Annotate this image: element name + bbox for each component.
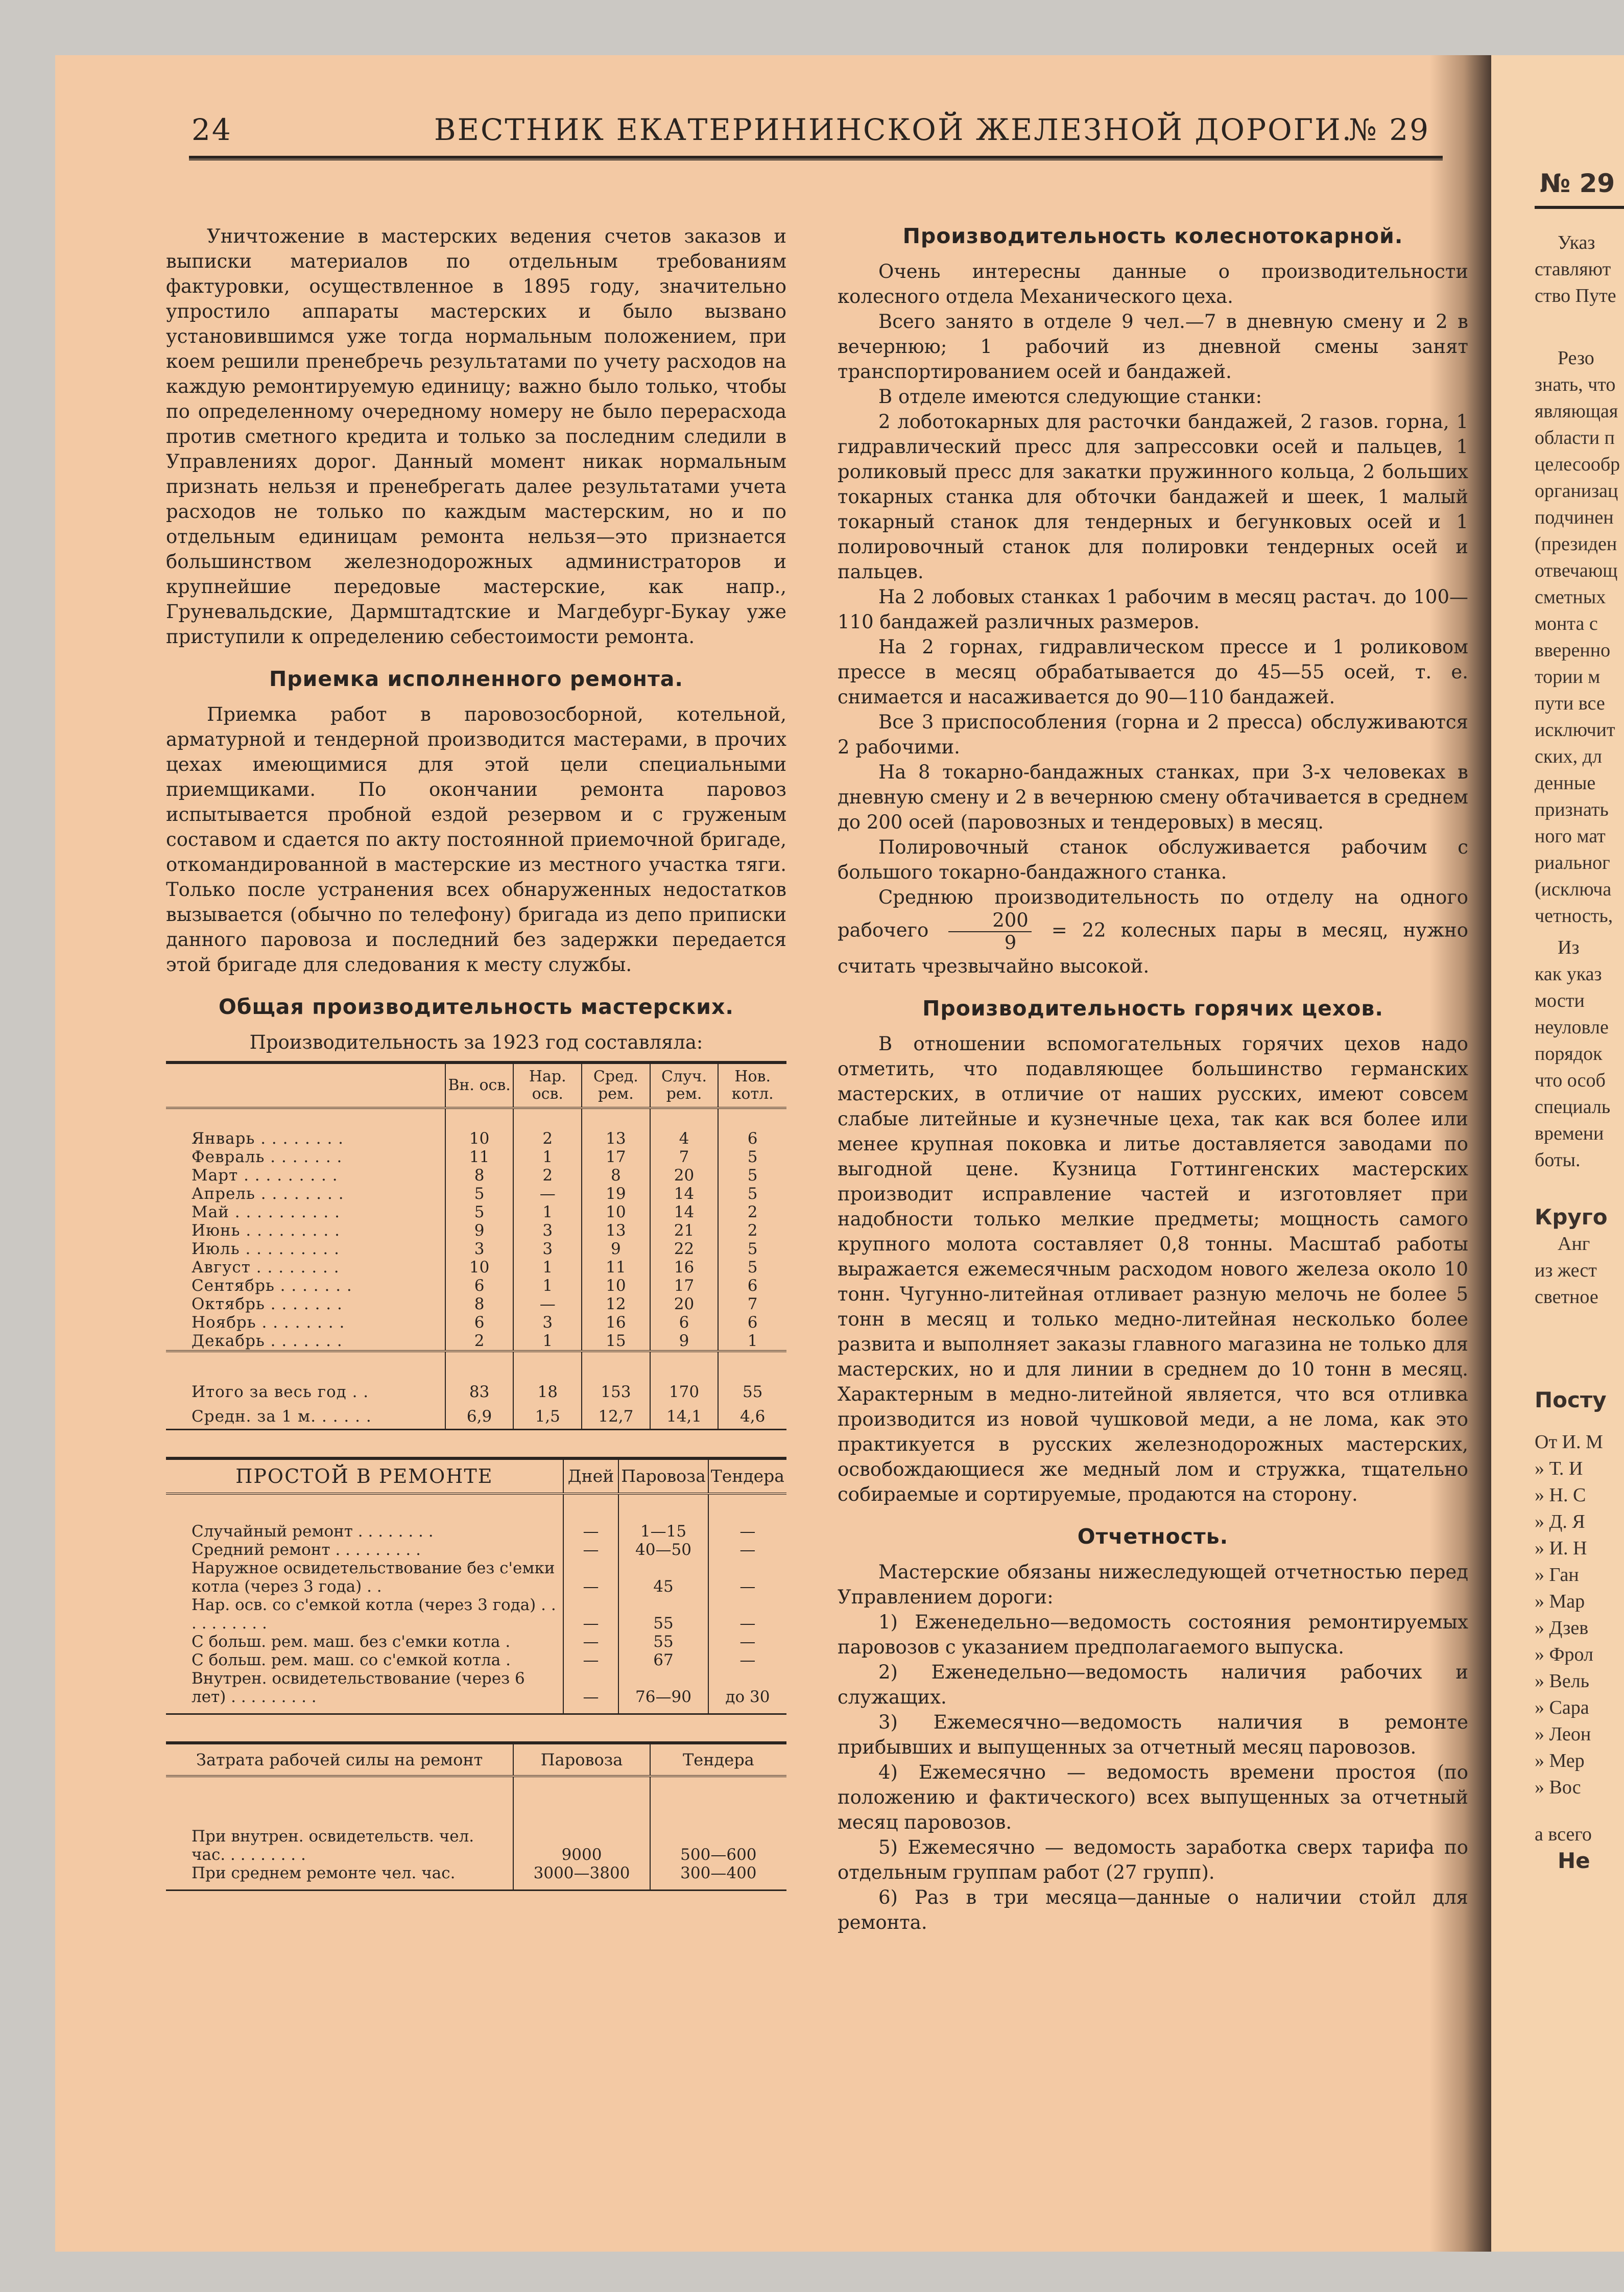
value-cell: 10 [582, 1277, 650, 1295]
next-page-line: ских, дл [1535, 746, 1602, 767]
repair-type-cell: Случайный ремонт . . . . . . . . [192, 1522, 434, 1541]
value-cell: 13 [582, 1221, 650, 1240]
next-page-line: Указ [1558, 232, 1595, 253]
total-label: Итого за весь год . . [166, 1351, 445, 1404]
fraction [948, 910, 1032, 954]
reporting-intro: Мастерские обязаны нижеследующей отчетностью перед Управлением дороги: [838, 1561, 1468, 1608]
table3-header-row [166, 1743, 786, 1776]
spacer [1491, 1413, 1624, 1429]
next-page-line: ство Путе [1535, 285, 1616, 306]
next-page-line: » Леон [1535, 1723, 1591, 1745]
table1-header: Случ. рем. [650, 1062, 719, 1108]
value-cell: — [708, 1596, 786, 1633]
value-cell: 8 [445, 1166, 514, 1185]
value-cell: 17 [582, 1148, 650, 1166]
next-page-line: (президен [1535, 533, 1617, 555]
fraction-denominator: 9 [1004, 932, 1017, 954]
value-cell: 21 [650, 1221, 719, 1240]
month-cell: Апрель . . . . . . . . [192, 1185, 344, 1203]
value-cell: 1 [513, 1277, 582, 1295]
next-page-line: (исключа [1535, 879, 1612, 900]
wheel-shop-heading: Производительность колеснотокарной. [902, 224, 1403, 248]
table1-row [166, 1148, 786, 1166]
table1-header: Нов. котл. [718, 1062, 786, 1108]
value-cell: 7 [650, 1148, 719, 1166]
next-page-line: подчинен [1535, 507, 1614, 528]
value-cell: 5 [718, 1148, 786, 1166]
next-page-line: вверенно [1535, 640, 1611, 661]
average-cell: 14,1 [650, 1404, 719, 1430]
reporting-item: 2) Еженедельно—ведомость наличия рабочих и служащих. [838, 1661, 1468, 1708]
wheel-paragraph: Полировочный станок обслуживается рабочим с большого токарно-бандажного станка. [838, 836, 1468, 883]
repair-type-cell: С больш. рем. маш. со с'емкой котла . [192, 1651, 511, 1669]
value-cell: 16 [582, 1313, 650, 1332]
next-page-line: неуловле [1535, 1017, 1609, 1038]
month-cell: Декабрь . . . . . . . [192, 1332, 343, 1350]
table1-row [166, 1332, 786, 1351]
spacer [1491, 1310, 1624, 1387]
hot-shops-paragraph: В отношении вспомогательных горячих цехов надо отметить, что подавляющее большинство германских мастерских, в отличие от наших русских, имеют совсем слабые литейные и кузнечные цеха, так как вся более или менее крупная поковка и литье доставляется заводами по выгодной цене. Кузница Готтингенских мастерских производит исправление частей и изготовляет при надобности только мелкие предметы; мощность самого крупного молота составляет 0,8 тонны. Масштаб работы выражается ежемесячным расходом нового железа около 10 тонн. Чугунно-литейная отливает разную мелочь не более 5 тонн в месяц и только медно-литейная несколько более развита и выполняет заказы главного магазина не только для мастерских, но и для линии в среднем до 10 тонн в месяц. Характерным в медно-литейной является, что вся отливка производится из новой чушковой меди, а не лома, как это практикуется в русских железнодорожных мастерских, освобождающиеся же медный лом и стружка, тщательно собираемые и сортируемые, продаются на сторону. [838, 1033, 1468, 1505]
next-page-line: целесообр [1535, 454, 1620, 475]
value-cell: 5 [718, 1240, 786, 1258]
month-cell: Август . . . . . . . . [192, 1258, 340, 1277]
next-page-line: » Вос [1535, 1777, 1581, 1798]
value-cell: 5 [445, 1185, 514, 1203]
productivity-table [166, 1061, 786, 1430]
wheel-paragraph: В отделе имеются следующие станки: [878, 386, 1262, 408]
value-cell: 10 [582, 1203, 650, 1221]
wheel-paragraph: Всего занято в отделе 9 чел.—7 в дневную смену и 2 в вечернюю; 1 рабочий из дневной смены занят транспортированием осей и бандажей. [838, 311, 1468, 383]
table2-header: ПРОСТОЙ В РЕМОНТЕ [166, 1458, 563, 1494]
value-cell: 2 [513, 1166, 582, 1185]
table2-header: Паровоза [618, 1458, 708, 1494]
next-page-line: организац [1535, 480, 1618, 502]
next-page-line: мости [1535, 990, 1585, 1011]
table1-row [166, 1313, 786, 1332]
labor-table [166, 1741, 786, 1891]
value-cell: 500—600 [650, 1827, 786, 1864]
value-cell: 2 [718, 1203, 786, 1221]
value-cell: 5 [718, 1185, 786, 1203]
value-cell: 3 [513, 1313, 582, 1332]
total-cell: 83 [445, 1351, 514, 1404]
value-cell: 16 [650, 1258, 719, 1277]
value-cell: 9 [650, 1332, 719, 1351]
value-cell: 20 [650, 1295, 719, 1313]
table2-row [166, 1651, 786, 1669]
hot-shops-heading: Производительность горячих цехов. [922, 996, 1383, 1021]
total-cell: 18 [513, 1351, 582, 1404]
right-column [838, 224, 1468, 1935]
value-cell: — [563, 1669, 619, 1714]
next-page-line: » Д. Я [1535, 1511, 1585, 1532]
next-page-line: времени [1535, 1123, 1604, 1144]
value-cell: — [708, 1559, 786, 1596]
table1-row [166, 1277, 786, 1295]
next-page-line: » Мар [1535, 1591, 1585, 1612]
value-cell: 3 [445, 1240, 514, 1258]
reporting-item: 1) Еженедельно—ведомость состояния ремонтируемых паровозов с указанием предполагаемого выпуска. [838, 1611, 1468, 1658]
total-cell: 153 [582, 1351, 650, 1404]
value-cell: 9 [582, 1240, 650, 1258]
next-page-line: сметных [1535, 586, 1606, 608]
value-cell: 20 [650, 1166, 719, 1185]
spacer [1491, 1801, 1624, 1821]
next-page-line: Анг [1558, 1233, 1590, 1255]
next-page-heading: Посту [1535, 1387, 1607, 1412]
value-cell: 2 [513, 1129, 582, 1148]
value-cell: — [563, 1651, 619, 1669]
table3-body [166, 1776, 786, 1891]
total-cell: 55 [718, 1351, 786, 1404]
next-page-line: » Т. И [1535, 1458, 1583, 1479]
next-page-line: » Сара [1535, 1697, 1589, 1718]
table3-header: Затрата рабочей силы на ремонт [166, 1743, 513, 1776]
next-page-line: тории м [1535, 666, 1601, 688]
reporting-item: 5) Ежемесячно — ведомость заработка сверх тарифа по отдельным группам работ (27 групп). [838, 1836, 1468, 1883]
value-cell: 8 [445, 1295, 514, 1313]
value-cell: 67 [618, 1651, 708, 1669]
reporting-item: 6) Раз в три месяца—данные о наличии стойл для ремонта. [838, 1886, 1468, 1933]
next-page-line: » Фрол [1535, 1644, 1593, 1665]
value-cell: — [563, 1633, 619, 1651]
wheel-paragraph: Все 3 приспособления (горна и 2 пресса) обслуживаются 2 рабочими. [838, 711, 1468, 758]
next-page-line: риальног [1535, 852, 1610, 873]
next-page-line: признать [1535, 799, 1609, 820]
table1-row [166, 1240, 786, 1258]
next-page-line: знать, что [1535, 374, 1616, 395]
value-cell: 17 [650, 1277, 719, 1295]
next-page-line: порядок [1535, 1043, 1603, 1065]
next-page-line: отвечающ [1535, 560, 1618, 581]
next-page-issue: № 29 [1540, 169, 1615, 198]
value-cell: 5 [445, 1203, 514, 1221]
table3-row [166, 1864, 786, 1891]
next-page-line: области п [1535, 427, 1615, 448]
next-page-line: » Дзев [1535, 1617, 1589, 1639]
repair-type-cell: Наружное освидетельствование без с'емки котла (через 3 года) . . [192, 1559, 555, 1596]
table1-row [166, 1166, 786, 1185]
next-page-line: четность, [1535, 905, 1613, 927]
repair-type-cell: С больш. рем. маш. без с'емки котла . [192, 1633, 511, 1651]
next-page-line: специаль [1535, 1096, 1611, 1118]
value-cell: 10 [445, 1258, 514, 1277]
value-cell: 6 [718, 1313, 786, 1332]
reporting-item: 3) Ежемесячно—ведомость наличия в ремонте прибывших и выпущенных за отчетный месяц паровозов. [838, 1711, 1468, 1758]
value-cell: — [513, 1185, 582, 1203]
value-cell: 6 [650, 1313, 719, 1332]
next-page-line: боты. [1535, 1149, 1581, 1171]
table1-row [166, 1258, 786, 1277]
value-cell: до 30 [708, 1669, 786, 1714]
journal-title: ВЕСТНИК ЕКАТЕРИНИНСКОЙ ЖЕЛЕЗНОЙ ДОРОГИ. [434, 112, 1353, 147]
next-page-line: а всего [1535, 1824, 1592, 1845]
value-cell: 55 [618, 1633, 708, 1651]
next-page-heading: Круго [1535, 1204, 1608, 1230]
table2-row [166, 1559, 786, 1596]
table2-row [166, 1633, 786, 1651]
month-cell: Ноябрь . . . . . . . . [192, 1313, 345, 1332]
month-cell: Июнь . . . . . . . . . [192, 1221, 340, 1240]
value-cell: 55 [618, 1596, 708, 1633]
value-cell: 2 [445, 1332, 514, 1351]
next-page-line: исключит [1535, 719, 1615, 741]
spacer [1491, 1173, 1624, 1204]
value-cell: 6 [445, 1313, 514, 1332]
downtime-table [166, 1457, 786, 1715]
next-page-line: » Вель [1535, 1670, 1590, 1692]
next-page-line: От И. М [1535, 1431, 1603, 1453]
average-cell: 6,9 [445, 1404, 514, 1430]
value-cell: 3000—3800 [513, 1864, 650, 1891]
table1-row [166, 1221, 786, 1240]
average-cell: 1,5 [513, 1404, 582, 1430]
next-page-line: как указ [1535, 963, 1602, 985]
table1-row [166, 1129, 786, 1148]
general-productivity-heading: Общая производительность мастерских. [219, 995, 734, 1019]
spacer [1491, 209, 1624, 229]
value-cell: 40—50 [618, 1541, 708, 1559]
next-page-line: являющая [1535, 400, 1618, 422]
value-cell: 1 [513, 1203, 582, 1221]
next-page-line: Резо [1558, 347, 1594, 369]
table3-header: Тендера [650, 1743, 786, 1776]
next-page-line: ного мат [1535, 825, 1606, 847]
value-cell: 9 [445, 1221, 514, 1240]
value-cell: 76—90 [618, 1669, 708, 1714]
table2-header: Тендера [708, 1458, 786, 1494]
productivity-table-wrap [166, 1061, 786, 1430]
next-page-line: Не [1558, 1848, 1590, 1873]
page-header [143, 112, 1445, 158]
next-page-line: монта с [1535, 613, 1598, 634]
value-cell: 5 [718, 1166, 786, 1185]
table2-header-row [166, 1458, 786, 1494]
value-cell: 300—400 [650, 1864, 786, 1891]
value-cell: — [708, 1633, 786, 1651]
table1-total-row [166, 1351, 786, 1404]
month-cell: Июль . . . . . . . . . [192, 1240, 340, 1258]
wheel-paragraph: На 8 токарно-бандажных станках, при 3-х человеках в дневную смену и 2 в вечернюю смену обтачивается в среднем до 200 осей (паровозных и тендеровых) в месяц. [838, 761, 1468, 833]
average-cell: 4,6 [718, 1404, 786, 1430]
value-cell: — [563, 1522, 619, 1541]
value-cell: 12 [582, 1295, 650, 1313]
value-cell: 14 [650, 1203, 719, 1221]
wheel-average-text-end: = 22 колесных пары в месяц, нужно считать чрезвычайно высокой. [838, 919, 1468, 977]
value-cell: — [563, 1541, 619, 1559]
spacer [1491, 309, 1624, 345]
month-cell: Февраль . . . . . . . [192, 1148, 343, 1166]
table1-header [166, 1062, 445, 1108]
value-cell: 45 [618, 1559, 708, 1596]
table1-row [166, 1203, 786, 1221]
next-page-line: пути все [1535, 693, 1605, 714]
table1-average-row [166, 1404, 786, 1430]
value-cell: 15 [582, 1332, 650, 1351]
table3-row [166, 1827, 786, 1864]
labor-type-cell: При внутрен. освидетельств. чел. час. . . . . . . . . [192, 1827, 474, 1864]
value-cell: 2 [718, 1221, 786, 1240]
value-cell: 7 [718, 1295, 786, 1313]
reporting-list [838, 1610, 1468, 1935]
next-page-line: Из [1558, 937, 1580, 958]
reporting-item: 4) Ежемесячно — ведомость времени простоя (по положению и фактического) всех выпущенных за отчетный месяц паровозов. [838, 1761, 1468, 1833]
table2-row [166, 1669, 786, 1714]
value-cell: — [563, 1559, 619, 1596]
value-cell: 19 [582, 1185, 650, 1203]
next-page-line: » И. Н [1535, 1538, 1587, 1559]
month-cell: Январь . . . . . . . . [192, 1129, 344, 1148]
next-page-content [1491, 209, 1624, 1874]
table2-body [166, 1494, 786, 1714]
table1-body [166, 1108, 786, 1430]
value-cell: 3 [513, 1240, 582, 1258]
value-cell: 6 [718, 1277, 786, 1295]
table1-row [166, 1295, 786, 1313]
labor-type-cell: При среднем ремонте чел. час. [192, 1864, 456, 1882]
value-cell: 9000 [513, 1827, 650, 1864]
acceptance-heading: Приемка исполненного ремонта. [269, 667, 684, 691]
next-page-line: денные [1535, 772, 1596, 794]
table2-spacer [166, 1494, 786, 1522]
reporting-heading: Отчетность. [1077, 1524, 1229, 1549]
table2-row [166, 1596, 786, 1633]
value-cell: 6 [718, 1129, 786, 1148]
month-cell: Май . . . . . . . . . . [192, 1203, 340, 1221]
month-cell: Март . . . . . . . . . [192, 1166, 338, 1185]
left-column [166, 224, 786, 1891]
table1-header: Нар. осв. [513, 1062, 582, 1108]
average-cell: 12,7 [582, 1404, 650, 1430]
total-cell: 170 [650, 1351, 719, 1404]
value-cell: 8 [582, 1166, 650, 1185]
value-cell: 11 [445, 1148, 514, 1166]
month-cell: Сентябрь . . . . . . . [192, 1277, 352, 1295]
table1-header: Сред. рем. [582, 1062, 650, 1108]
value-cell: 1 [513, 1258, 582, 1277]
next-page-line: из жест [1535, 1260, 1597, 1281]
wheel-paragraph: На 2 лобовых станках 1 рабочим в месяц растач. до 100—110 бандажей различных размеров. [838, 586, 1468, 633]
value-cell: 14 [650, 1185, 719, 1203]
next-page-edge [1491, 55, 1624, 2252]
value-cell: 3 [513, 1221, 582, 1240]
spacer [1491, 929, 1624, 934]
value-cell: 4 [650, 1129, 719, 1148]
repair-type-cell: Средний ремонт . . . . . . . . . [192, 1541, 421, 1559]
repair-type-cell: Внутрен. освидетельствование (через 6 лет) . . . . . . . . . [192, 1669, 525, 1706]
table1-caption: Производительность за 1923 год составляла: [249, 1031, 703, 1053]
repair-type-cell: Нар. осв. со с'емкой котла (через 3 года) . . . . . . . . . . [192, 1596, 556, 1633]
month-cell: Октябрь . . . . . . . [192, 1295, 343, 1313]
next-page-line: » Н. С [1535, 1484, 1586, 1506]
next-page-line: светное [1535, 1286, 1598, 1308]
table1-header: Вн. осв. [445, 1062, 514, 1108]
table2-row [166, 1522, 786, 1541]
value-cell: — [708, 1522, 786, 1541]
value-cell: — [513, 1295, 582, 1313]
wheel-average-paragraph [838, 885, 1468, 979]
wheel-average-text: Среднюю производительность по отделу на одного рабочего [838, 886, 1468, 941]
next-page-line: » Ган [1535, 1564, 1579, 1586]
value-cell: 6 [445, 1277, 514, 1295]
table2-header: Дней [563, 1458, 619, 1494]
table1-row [166, 1185, 786, 1203]
value-cell: 13 [582, 1129, 650, 1148]
value-cell: 22 [650, 1240, 719, 1258]
value-cell: — [708, 1541, 786, 1559]
page-number: 24 [192, 112, 232, 147]
value-cell: 1 [513, 1332, 582, 1351]
wheel-paragraph: Очень интересны данные о производительности колесного отдела Механического цеха. [838, 261, 1468, 308]
table1-header-row [166, 1062, 786, 1108]
value-cell: 1 [718, 1332, 786, 1351]
fraction-numerator: 200 [948, 910, 1032, 932]
average-label: Средн. за 1 м. . . . . . [192, 1407, 372, 1426]
table1-spacer [166, 1108, 786, 1129]
acceptance-paragraph: Приемка работ в паровозосборной, котельной, арматурной и тендерной производится мастерами, в прочих цехах имеющимися для этой цели специальными приемщиками. По окончании ремонта паровоз испытывается пробной ездой резервом и с груженым составом и сдается по акту постоянной приемочной бригаде, откомандированной в мастерские из местного участка тяги. Только после устранения всех обнаруженных недостатков вызывается (обычно по телефону) бригада из депо приписки данного паровоза и последний без задержки передается этой бригаде для следования к месту службы. [166, 703, 786, 976]
wheel-paragraph: 2 лоботокарных для расточки бандажей, 2 газов. горна, 1 гидравлический пресс для запрессовки осей и пальцев, 1 роликовый пресс для закатки пружинного кольца, 2 больших токарных станка для обточки бандажей и шеек, 1 малый токарный станок для тендерных и бегунковых осей и 1 полировочный станок для полировки тендерных осей и пальцев. [838, 411, 1468, 583]
table3-spacer [166, 1776, 786, 1827]
value-cell: 10 [445, 1129, 514, 1148]
value-cell: 5 [718, 1258, 786, 1277]
next-page-line: » Мер [1535, 1750, 1585, 1771]
header-rule [189, 156, 1443, 160]
next-page-line: что особ [1535, 1070, 1606, 1091]
value-cell: — [563, 1596, 619, 1633]
value-cell: 11 [582, 1258, 650, 1277]
value-cell: 1—15 [618, 1522, 708, 1541]
value-cell: — [708, 1651, 786, 1669]
table3-header: Паровоза [513, 1743, 650, 1776]
next-page-line: ставляют [1535, 258, 1611, 280]
wheel-paragraph: На 2 горнах, гидравлическом прессе и 1 роликовом прессе в месяц обрабатывается до 45—55 осей, т. е. снимается и насаживается до 90—110 бандажей. [838, 636, 1468, 708]
issue-number: № 29 [1348, 112, 1430, 147]
table2-row [166, 1541, 786, 1559]
value-cell: 1 [513, 1148, 582, 1166]
intro-paragraph: Уничтожение в мастерских ведения счетов заказов и выписки материалов по отдельным требованиям фактуровки, осуществленное в 1895 году, значительно упростило аппараты мастерских и было вызвано установившимся уже тогда нормальным положением, при коем решили пренебречь результатами по учету расходов на каждую ремонтируемую единицу; важно было только, чтобы по определенному очередному номеру не было перерасхода против сметного кредита и только за последним следили в Управлениях дорог. Данный момент никак нормальным признать нельзя и пренебрегать далее результатами учета расходов не только по каждым мастерским, но и по отдельным единицам ремонта нельзя—это признается большинством железнодорожных администраторов и крупнейшие передовые мастерские, как напр., Груневальдские, Дармштадтские и Магдебург-Букау уже приступили к определению себестоимости ремонта. [166, 225, 786, 648]
